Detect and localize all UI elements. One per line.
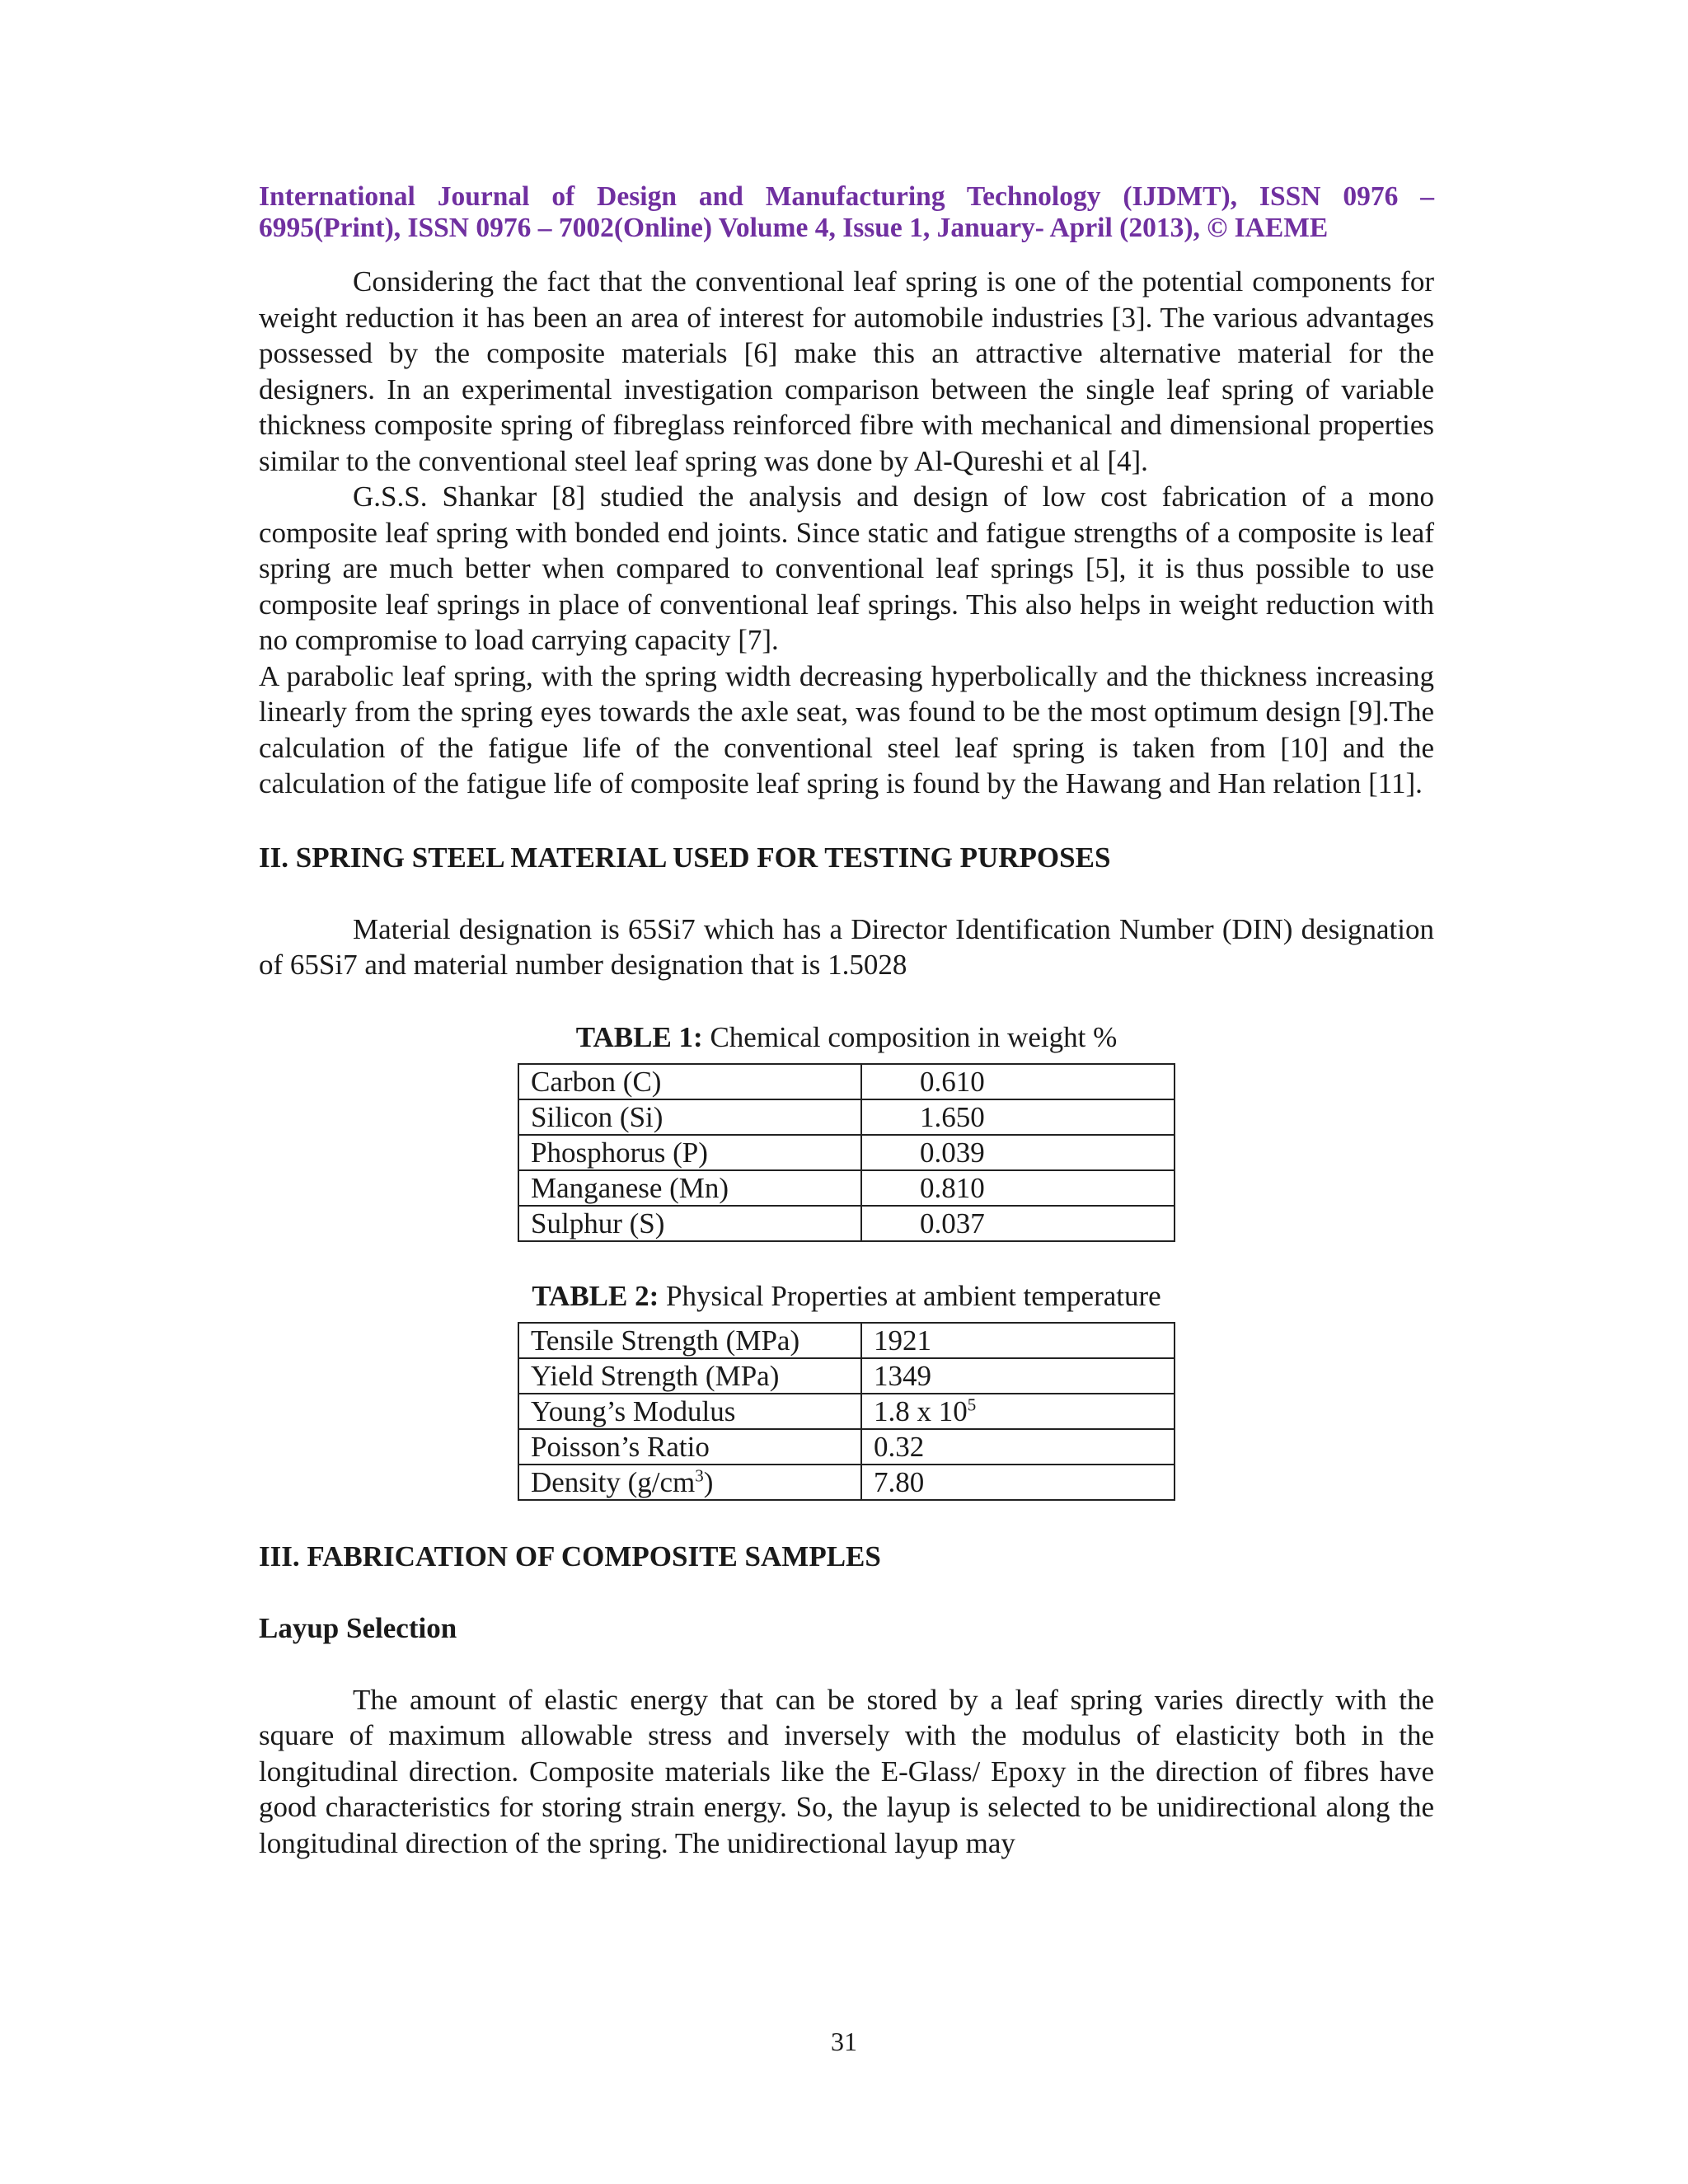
- table-cell-value: 0.810: [861, 1170, 1175, 1206]
- property-base: Density (g/cm: [531, 1465, 696, 1498]
- table-cell-property: [518, 1465, 861, 1500]
- table-row: [518, 1170, 1175, 1206]
- table-cell-element: Phosphorus (P): [518, 1135, 861, 1170]
- table-row: [518, 1064, 1175, 1099]
- table-cell-property: Poisson’s Ratio: [518, 1429, 861, 1465]
- table-row: [518, 1429, 1175, 1465]
- table-cell-element: Manganese (Mn): [518, 1170, 861, 1206]
- table-cell-element: Carbon (C): [518, 1064, 861, 1099]
- value-base: 1.8 x 10: [874, 1394, 968, 1427]
- paragraph-intro: Considering the fact that the conventional leaf spring is one of the potential components for weight reduction it has been an area of interest for automobile industries [3]. The various advantages possessed by the composite materials [6] make this an attractive alternative material for the designers. In an experimental investigation comparison between the single leaf spring of variable thickness composite spring of fibreglass reinforced fibre with mechanical and dimensional properties similar to the conventional steel leaf spring was done by Al-Qureshi et al [4].: [259, 265, 1434, 477]
- journal-header: [259, 181, 1434, 244]
- table-cell-value: 0.039: [861, 1135, 1175, 1170]
- table-row: [518, 1323, 1175, 1358]
- table-row: [518, 1099, 1175, 1135]
- table-2-caption-text: Physical Properties at ambient temperature: [659, 1279, 1161, 1312]
- table-1-label: TABLE 1:: [575, 1020, 703, 1053]
- subsection-heading-layup: Layup Selection: [259, 1611, 457, 1644]
- table-physical-properties: [518, 1322, 1175, 1501]
- table-chemical-composition: [518, 1063, 1175, 1242]
- table-cell-value: 1921: [861, 1323, 1175, 1358]
- journal-header-line-1: International Journal of Design and Manufacturing Technology (IJDMT), ISSN 0976 –: [259, 181, 1434, 212]
- paragraph-layup: The amount of elastic energy that can be stored by a leaf spring varies directly with the square of maximum allowable stress and inversely with the modulus of elasticity both in the longitudinal direction. Composite materials like the E-Glass/ Epoxy in the direction of fibres have good characteristics for storing strain energy. So, the layup is selected to be unidirectional along the longitudinal direction of the spring. The unidirectional layup may: [259, 1683, 1434, 1859]
- table-1-caption: [259, 1019, 1434, 1055]
- table-row: [518, 1465, 1175, 1500]
- property-exponent: 3: [695, 1465, 704, 1485]
- table-1-caption-text: Chemical composition in weight %: [702, 1020, 1118, 1053]
- paragraph-shankar: G.S.S. Shankar [8] studied the analysis and design of low cost fabrication of a mono composite leaf spring with bonded end joints. Since static and fatigue strengths of a composite is leaf spring are much better when compared to conventional leaf springs [5], it is thus possible to use composite leaf springs in place of conventional leaf springs. This also helps in weight reduction with no compromise to load carrying capacity [7].: [259, 480, 1434, 656]
- table-cell-value: 7.80: [861, 1465, 1175, 1500]
- table-row: [518, 1394, 1175, 1429]
- property-end: ): [703, 1465, 714, 1498]
- table-cell-property: Yield Strength (MPa): [518, 1358, 861, 1394]
- table-row: [518, 1358, 1175, 1394]
- table-row: [518, 1135, 1175, 1170]
- table-cell-element: Sulphur (S): [518, 1206, 861, 1241]
- table-cell-value: 1.650: [861, 1099, 1175, 1135]
- paragraph-parabolic: A parabolic leaf spring, with the spring width decreasing hyperbolically and the thickness increasing linearly from the spring eyes towards the axle seat, was found to be the most optimum design [9].The calculation of the fatigue life of the conventional steel leaf spring is taken from [10] and the calculation of the fatigue life of composite leaf spring is found by the Hawang and Han relation [11].: [259, 659, 1434, 799]
- value-exponent: 5: [967, 1394, 977, 1414]
- section-heading-fabrication: III. FABRICATION OF COMPOSITE SAMPLES: [259, 1540, 881, 1572]
- table-2-caption: [259, 1278, 1434, 1314]
- table-cell-value: 0.037: [861, 1206, 1175, 1241]
- table-cell-value: [861, 1394, 1175, 1429]
- paragraph-material-designation: Material designation is 65Si7 which has a Director Identification Number (DIN) designation of 65Si7 and material number designation that is 1.5028: [259, 912, 1434, 981]
- table-cell-property: Tensile Strength (MPa): [518, 1323, 861, 1358]
- table-cell-value: 1349: [861, 1358, 1175, 1394]
- table-cell-element: Silicon (Si): [518, 1099, 861, 1135]
- journal-header-line-2: 6995(Print), ISSN 0976 – 7002(Online) Volume 4, Issue 1, January- April (2013), © IAEME: [259, 213, 1329, 243]
- page-number: 31: [831, 2027, 857, 2056]
- table-cell-property: Young’s Modulus: [518, 1394, 861, 1429]
- paper-page: [259, 181, 1434, 1861]
- table-2-label: TABLE 2:: [532, 1279, 659, 1312]
- table-row: [518, 1206, 1175, 1241]
- table-cell-value: 0.32: [861, 1429, 1175, 1465]
- section-heading-spring-steel: II. SPRING STEEL MATERIAL USED FOR TESTING PURPOSES: [259, 841, 1111, 874]
- table-cell-value: 0.610: [861, 1064, 1175, 1099]
